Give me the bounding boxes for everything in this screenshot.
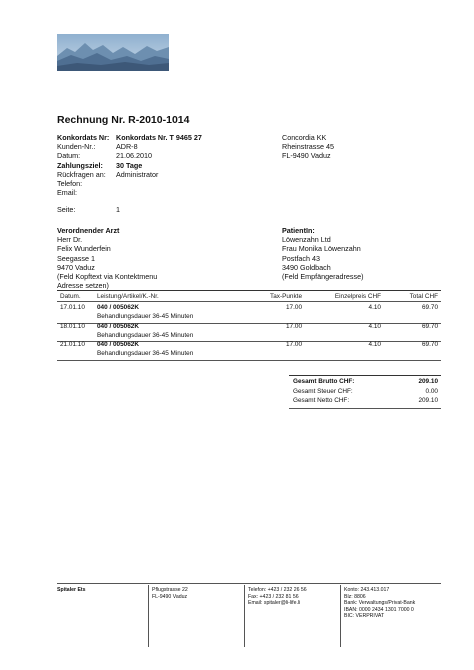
col-points-header: Tax-Punkte [270,293,302,300]
info-row [57,179,202,188]
row-total: 69.70 [422,341,438,348]
footer-line: Bank: Verwaltungs/Privat-Bank [344,600,416,607]
info-row [57,188,202,197]
footer-line: IBAN: 0000 2434 1301 7000 0 [344,606,414,613]
invoice-header-info [57,133,202,197]
info-row [57,142,202,151]
patient-line: Frau Monika Löwenzahn [282,244,361,254]
row-points: 17.00 [286,322,302,330]
patient-heading: PatientIn: [282,226,315,235]
footer-rule [57,583,441,584]
info-label: Rückfragen an: [57,169,106,179]
footer-company: Spitaler Ets [57,587,86,593]
total-value: 209.10 [418,397,438,404]
col-total-header: Total CHF [409,293,438,300]
info-row [57,151,202,160]
insurer-line: Concordia KK [282,133,327,142]
info-row [57,133,202,142]
patient-block [282,226,364,281]
total-label: Gesamt Brutto CHF: [293,378,355,385]
col-service-header: Leistung/Artikel/K.-Nr. [97,293,159,300]
footer-line: Konto: 243.413.017 [344,587,390,593]
doctor-line: Herr Dr. [57,235,83,245]
patient-line: 3490 Goldbach [282,262,331,272]
info-value: Konkordats Nr. T 9465 27 [116,133,202,142]
footer-line: Telefon: +423 / 232 26 56 [248,587,307,593]
row-rule [57,360,441,361]
footer-divider [244,585,245,647]
footer-line: Email: spitaler@li-life.li [248,600,301,607]
doctor-line: Felix Wunderfein [57,244,111,254]
page-label: Seite: [57,205,76,214]
row-points: 17.00 [286,304,302,311]
info-label: Email: [57,188,77,198]
doctor-block [57,226,157,290]
info-label: Telefon: [57,178,83,188]
row-date: 17.01.10 [60,304,85,311]
row-points: 17.00 [286,341,302,348]
totals-top-rule [289,375,441,376]
doctor-line: 9470 Vaduz [57,262,95,272]
invoice-title: Rechnung Nr. R-2010-1014 [57,114,190,126]
info-label: Kunden-Nr.: [57,142,96,152]
table-top-rule [57,290,441,291]
info-value: Administrator [116,169,159,179]
footer-address [152,587,188,600]
row-date: 21.01.10 [60,341,85,348]
page-number [57,205,120,214]
info-row [57,161,202,170]
footer-line: Pflugstrasse 22 [152,587,188,593]
footer-line: FL-9490 Vaduz [152,593,188,600]
doctor-line: Seegasse 1 [57,253,95,263]
footer-line: BIC: VERPRIVAT [344,613,385,620]
page-value: 1 [116,205,120,214]
patient-line: Postfach 43 [282,253,320,263]
doctor-heading: Verordnender Arzt [57,226,120,235]
footer-line: Blz: 8806 [344,593,366,600]
total-label: Gesamt Netto CHF: [293,397,350,404]
row-total: 69.70 [422,304,438,311]
info-value: 30 Tage [116,160,143,170]
row-service-desc: Behandlungsdauer 36-45 Minuten [97,313,194,320]
doctor-line: (Feld Kopftext via Kontektmenu [57,272,158,282]
total-label: Gesamt Steuer CHF: [293,387,353,395]
patient-line: Löwenzahn Ltd [282,235,331,245]
total-value: 0.00 [425,387,438,395]
table-header-rule [57,301,441,302]
info-label: Zahlungsziel: [57,160,103,170]
row-service-desc: Behandlungsdauer 36-45 Minuten [97,331,194,339]
row-unit-price: 4.10 [368,304,381,311]
info-label: Konkordats Nr: [57,133,110,142]
row-service-desc: Behandlungsdauer 36-45 Minuten [97,350,194,357]
footer-divider [340,585,341,647]
footer-contact [248,587,307,607]
footer-divider [148,585,149,647]
info-value: ADR-8 [116,142,138,152]
info-value: 21.06.2010 [116,151,152,161]
info-row [57,170,202,179]
row-date: 18.01.10 [60,322,85,330]
row-service-code: 040 / 005062K [97,341,139,348]
footer-line: Fax: +423 / 232 81 56 [248,593,299,600]
row-service-code: 040 / 005062K [97,322,139,330]
insurer-line: FL-9490 Vaduz [282,151,331,161]
total-value: 209.10 [418,378,438,385]
doctor-line: Adresse setzen) [57,281,109,291]
mountain-landscape-image [57,34,169,71]
col-date-header: Datum. [60,293,81,300]
row-service-code: 040 / 005062K [97,304,139,311]
patient-line: (Feld Empfängeradresse) [282,272,364,282]
row-unit-price: 4.10 [368,322,381,330]
row-unit-price: 4.10 [368,341,381,348]
insurer-line: Rheinstrasse 45 [282,142,334,152]
footer-bank [344,587,415,620]
info-label: Datum: [57,151,81,161]
col-unit-price-header: Einzelpreis CHF [334,293,381,300]
row-total: 69.70 [422,322,438,330]
insurer-address [282,133,334,161]
totals-bottom-rule [289,408,441,409]
